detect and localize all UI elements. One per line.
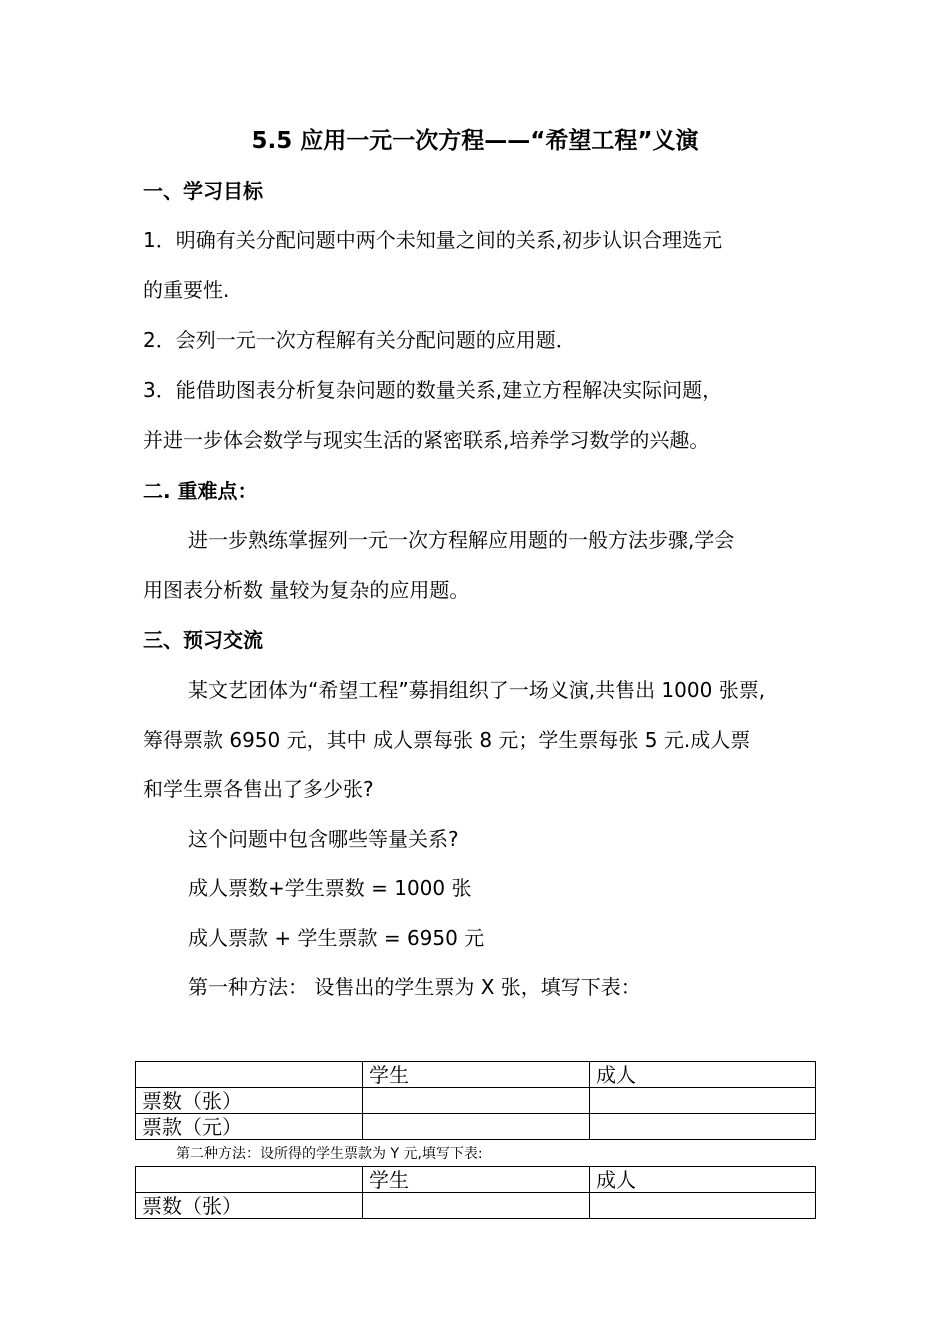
table-cell[interactable]: [363, 1088, 590, 1114]
objective-line-2: 的重要性.: [143, 278, 230, 302]
objective-line-1: 1．明确有关分配问题中两个未知量之间的关系,初步认识合理选元: [143, 228, 723, 252]
table-header-cell: [136, 1167, 363, 1193]
table-method1: [135, 1061, 816, 1140]
section3-heading: 三、预习交流: [143, 628, 263, 652]
table-row: [136, 1088, 816, 1114]
question-line: 这个问题中包含哪些等量关系?: [188, 827, 459, 851]
table-row-label: 票款（元）: [136, 1114, 363, 1140]
section2-heading: 二. 重难点：: [143, 479, 258, 503]
table-cell[interactable]: [363, 1114, 590, 1140]
relation-line-1: 成人票数+学生票数 = 1000 张: [188, 876, 472, 900]
table-header-row: [136, 1167, 816, 1193]
table-header-cell: [136, 1062, 363, 1088]
table-header-cell: 学生: [363, 1062, 590, 1088]
table-cell[interactable]: [590, 1193, 816, 1219]
table-header-row: [136, 1062, 816, 1088]
method1-line: 第一种方法： 设售出的学生票为 X 张，填写下表：: [188, 975, 641, 999]
table-header-cell: 成人: [590, 1062, 816, 1088]
problem-line-3: 和学生票各售出了多少张?: [143, 777, 374, 801]
keypoint-line-2: 用图表分析数 量较为复杂的应用题。: [143, 578, 470, 602]
page-title: 5.5 应用一元一次方程——“希望工程”义演: [251, 128, 699, 154]
section1-heading: 一、学习目标: [143, 179, 263, 203]
objective-line-4: 3．能借助图表分析复杂问题的数量关系,建立方程解决实际问题，: [143, 378, 723, 402]
objective-line-3: 2．会列一元一次方程解有关分配问题的应用题．: [143, 328, 576, 352]
objective-line-5: 并进一步体会数学与现实生活的紧密联系,培养学习数学的兴趣。: [143, 428, 710, 452]
method2-line: 第二种方法：设所得的学生票款为 Y 元,填写下表:: [176, 1146, 483, 1162]
table-cell[interactable]: [590, 1114, 816, 1140]
table-row: [136, 1193, 816, 1219]
table-cell[interactable]: [363, 1193, 590, 1219]
table-row-label: 票数（张）: [136, 1193, 363, 1219]
problem-line-2: 筹得票款 6950 元，其中 成人票每张 8 元；学生票每张 5 元.成人票: [143, 728, 751, 752]
table-cell[interactable]: [590, 1088, 816, 1114]
relation-line-2: 成人票款 + 学生票款 = 6950 元: [188, 926, 485, 950]
table-header-cell: 学生: [363, 1167, 590, 1193]
table-row-label: 票数（张）: [136, 1088, 363, 1114]
table-header-cell: 成人: [590, 1167, 816, 1193]
keypoint-line-1: 进一步熟练掌握列一元一次方程解应用题的一般方法步骤,学会: [188, 528, 735, 552]
table-row: [136, 1114, 816, 1140]
problem-line-1: 某文艺团体为“希望工程”募捐组织了一场义演,共售出 1000 张票,: [188, 678, 766, 702]
table-method2: [135, 1166, 816, 1219]
